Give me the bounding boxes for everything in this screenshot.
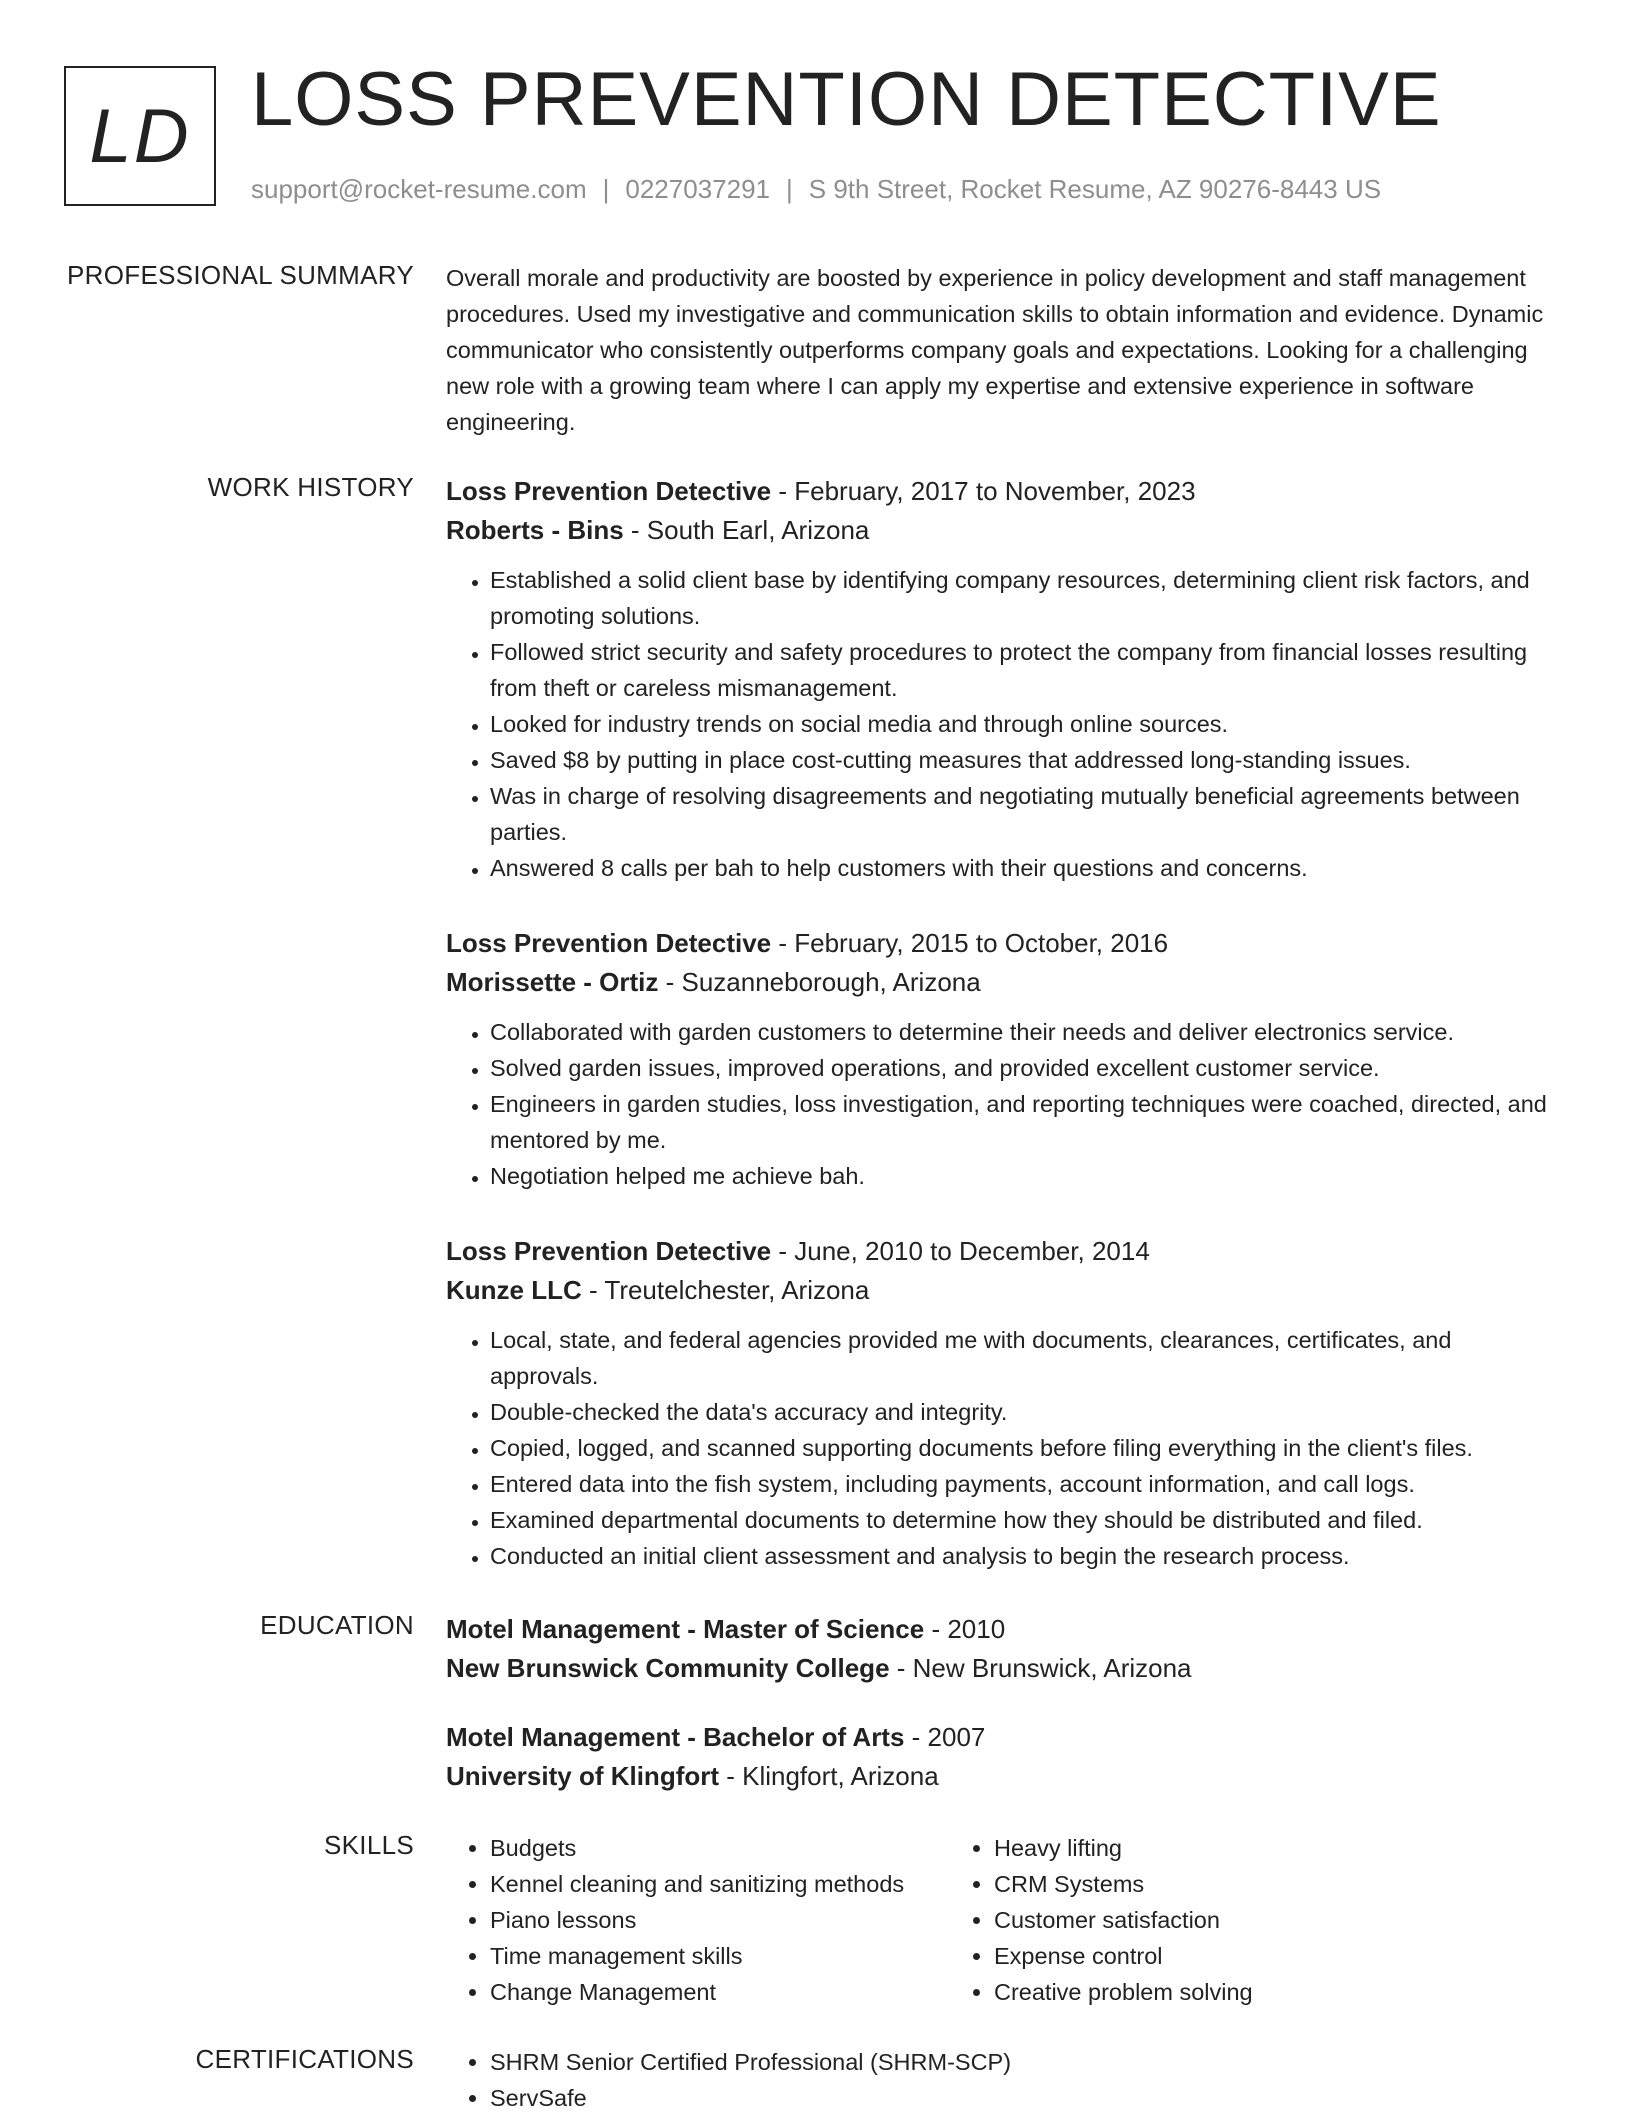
section-title-summary: PROFESSIONAL SUMMARY (67, 260, 414, 290)
job-bullet: • Examined departmental documents to determine how they should be distributed and filed. (490, 1502, 1562, 1538)
skill-item: • Kennel cleaning and sanitizing methods (490, 1866, 950, 1902)
contact-address: S 9th Street, Rocket Resume, AZ 90276-8443 US (808, 174, 1382, 204)
job-bullet: • Was in charge of resolving disagreements and negotiating mutually beneficial agreements between parties. (490, 778, 1562, 850)
job-bullet: • Copied, logged, and scanned supporting documents before filing everything in the client's files. (490, 1430, 1562, 1466)
job-bullets (446, 1014, 1562, 1194)
job-bullet: • Answered 8 calls per bah to help customers with their questions and concerns. (490, 850, 1562, 886)
job-entry (446, 1232, 1562, 1574)
skills-list-right (950, 1830, 1454, 2010)
section-title-education: EDUCATION (260, 1610, 414, 1640)
contact-separator: | (786, 174, 793, 204)
job-bullets (446, 562, 1562, 886)
skill-item: • Time management skills (490, 1938, 950, 1974)
job-bullet: • Solved garden issues, improved operations, and provided excellent customer service. (490, 1050, 1562, 1086)
contact-separator: | (602, 174, 610, 204)
job-bullet: • Engineers in garden studies, loss investigation, and reporting techniques were coached, directed, and mentored by me. (490, 1086, 1562, 1158)
job-bullet: • Negotiation helped me achieve bah. (490, 1158, 1562, 1194)
certifications-list (446, 2044, 1562, 2116)
summary-text: Overall morale and productivity are boosted by experience in policy development and staff management procedures. Used my investigative and communication skills to obtain information and evidence. Dynamic communicator who consistently outperforms company goals and expectations. Looking for a challenging new role with a growing team where I can apply my expertise and extensive experience in software engineering. (446, 265, 1544, 435)
certification-item: • ServSafe (490, 2080, 1562, 2116)
job-bullet: • Followed strict security and safety procedures to protect the company from financial losses resulting from theft or careless mismanagement. (490, 634, 1562, 706)
section-title-work-history: WORK HISTORY (207, 472, 414, 502)
job-dates: - February, 2017 to November, 2023 (771, 476, 1196, 506)
education-entry (446, 1610, 1562, 1688)
contact-phone: 0227037291 (625, 174, 770, 204)
contact-email: support@rocket-resume.com (251, 174, 587, 204)
job-role: Loss Prevention Detective (446, 476, 772, 506)
contact-line (251, 174, 1381, 205)
skill-item: • CRM Systems (994, 1866, 1454, 1902)
job-company: Kunze LLC (446, 1275, 582, 1305)
certification-item: • SHRM Senior Certified Professional (SHRM-SCP) (490, 2044, 1562, 2080)
job-location: - South Earl, Arizona (623, 515, 870, 545)
resume-title: LOSS PREVENTION DETECTIVE (251, 57, 1442, 142)
job-bullets (446, 1322, 1562, 1574)
skill-item: • Piano lessons (490, 1902, 950, 1938)
skill-item: • Budgets (490, 1830, 950, 1866)
job-bullet: • Local, state, and federal agencies provided me with documents, clearances, certificates, and approvals. (490, 1322, 1562, 1394)
job-dates: - February, 2015 to October, 2016 (771, 928, 1169, 958)
job-location: - Suzanneborough, Arizona (658, 967, 981, 997)
skill-item: • Creative problem solving (994, 1974, 1454, 2010)
job-entry (446, 924, 1562, 1194)
education-degree: Motel Management - Bachelor of Arts (446, 1722, 905, 1752)
section-title-certifications: CERTIFICATIONS (195, 2044, 414, 2074)
job-bullet: • Established a solid client base by identifying company resources, determining client risk factors, and promoting solutions. (490, 562, 1562, 634)
job-bullet: • Saved $8 by putting in place cost-cutting measures that addressed long-standing issues. (490, 742, 1562, 778)
skill-item: • Customer satisfaction (994, 1902, 1454, 1938)
skill-item: • Change Management (490, 1974, 950, 2010)
education-school: University of Klingfort (446, 1761, 720, 1791)
skills-list-left (446, 1830, 950, 2010)
education-location: - Klingfort, Arizona (719, 1761, 939, 1791)
job-entry (446, 472, 1562, 886)
job-bullet: • Conducted an initial client assessment and analysis to begin the research process. (490, 1538, 1562, 1574)
job-company: Morissette - Ortiz (446, 967, 659, 997)
education-year: - 2010 (924, 1614, 1006, 1644)
education-school: New Brunswick Community College (446, 1653, 890, 1683)
job-role: Loss Prevention Detective (446, 928, 772, 958)
section-title-skills: SKILLS (324, 1830, 414, 1860)
job-company: Roberts - Bins (446, 515, 624, 545)
job-role: Loss Prevention Detective (446, 1236, 772, 1266)
skills-columns (446, 1830, 1562, 2010)
skill-item: • Heavy lifting (994, 1830, 1454, 1866)
job-bullet: • Looked for industry trends on social media and through online sources. (490, 706, 1562, 742)
job-bullet: • Double-checked the data's accuracy and integrity. (490, 1394, 1562, 1430)
education-degree: Motel Management - Master of Science (446, 1614, 925, 1644)
monogram-badge: LD (64, 66, 216, 206)
job-bullet: • Entered data into the fish system, including payments, account information, and call logs. (490, 1466, 1562, 1502)
education-entry (446, 1718, 1562, 1796)
job-location: - Treutelchester, Arizona (581, 1275, 870, 1305)
job-bullet: • Collaborated with garden customers to determine their needs and deliver electronics service. (490, 1014, 1562, 1050)
job-dates: - June, 2010 to December, 2014 (771, 1236, 1150, 1266)
education-year: - 2007 (904, 1722, 986, 1752)
skill-item: • Expense control (994, 1938, 1454, 1974)
education-location: - New Brunswick, Arizona (889, 1653, 1192, 1683)
